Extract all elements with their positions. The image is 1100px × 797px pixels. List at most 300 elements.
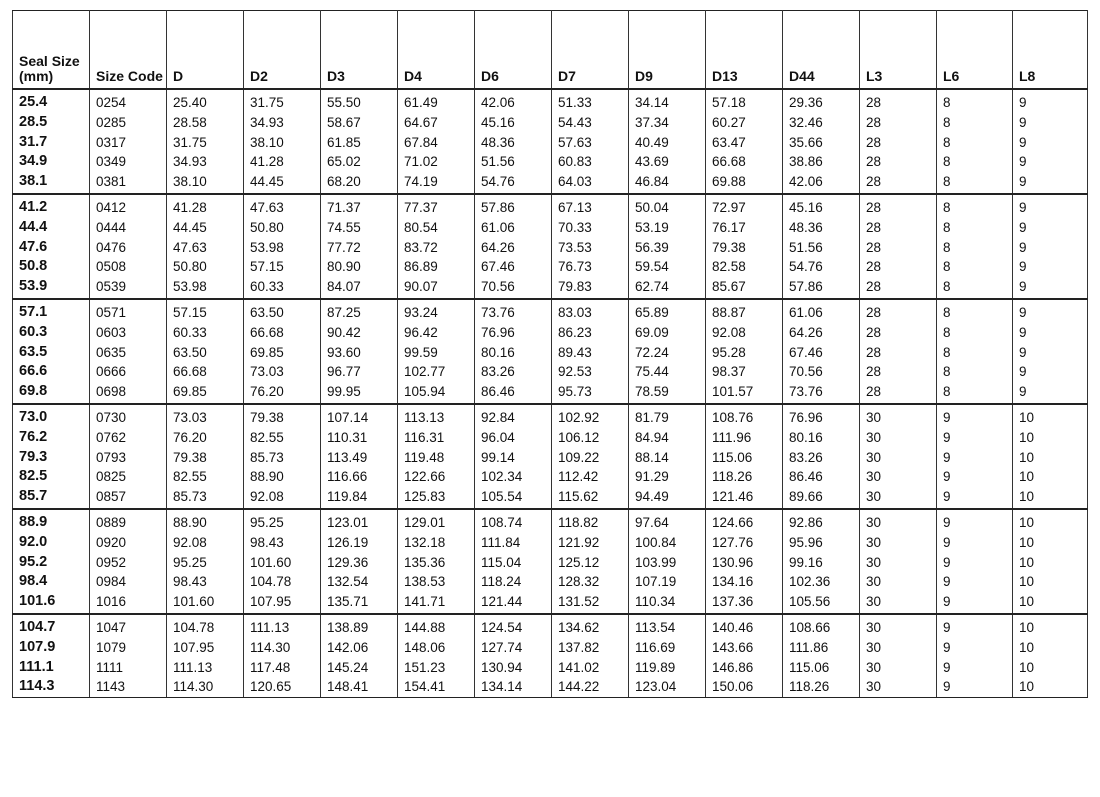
cell-d9: 62.74 bbox=[629, 277, 706, 300]
cell-size-code: 0698 bbox=[90, 382, 167, 405]
cell-l6: 8 bbox=[937, 172, 1013, 195]
cell-d6: 121.44 bbox=[475, 592, 552, 615]
cell-l8: 10 bbox=[1013, 658, 1088, 678]
cell-seal-size: 76.2 bbox=[13, 428, 90, 448]
cell-d13: 134.16 bbox=[706, 572, 783, 592]
table-row bbox=[13, 172, 1088, 195]
cell-d13: 92.08 bbox=[706, 323, 783, 343]
cell-d7: 89.43 bbox=[552, 343, 629, 363]
cell-d6: 54.76 bbox=[475, 172, 552, 195]
cell-l6: 8 bbox=[937, 299, 1013, 323]
table-row bbox=[13, 323, 1088, 343]
header-l8: L8 bbox=[1013, 11, 1088, 90]
cell-d2: 53.98 bbox=[244, 238, 321, 258]
cell-seal-size: 88.9 bbox=[13, 509, 90, 533]
cell-l8: 10 bbox=[1013, 614, 1088, 638]
cell-l3: 30 bbox=[860, 614, 937, 638]
cell-l8: 9 bbox=[1013, 257, 1088, 277]
cell-l3: 30 bbox=[860, 638, 937, 658]
header-size-code: Size Code bbox=[90, 11, 167, 90]
cell-l8: 9 bbox=[1013, 194, 1088, 218]
cell-l8: 9 bbox=[1013, 299, 1088, 323]
cell-d44: 45.16 bbox=[783, 194, 860, 218]
cell-d3: 129.36 bbox=[321, 553, 398, 573]
cell-d6: 102.34 bbox=[475, 467, 552, 487]
cell-d7: 144.22 bbox=[552, 677, 629, 697]
cell-d13: 72.97 bbox=[706, 194, 783, 218]
cell-d6: 48.36 bbox=[475, 133, 552, 153]
cell-size-code: 1016 bbox=[90, 592, 167, 615]
cell-d7: 95.73 bbox=[552, 382, 629, 405]
cell-d3: 77.72 bbox=[321, 238, 398, 258]
cell-l8: 10 bbox=[1013, 638, 1088, 658]
cell-d7: 76.73 bbox=[552, 257, 629, 277]
cell-d4: 83.72 bbox=[398, 238, 475, 258]
cell-d9: 43.69 bbox=[629, 152, 706, 172]
cell-d4: 71.02 bbox=[398, 152, 475, 172]
cell-d9: 72.24 bbox=[629, 343, 706, 363]
cell-d7: 134.62 bbox=[552, 614, 629, 638]
cell-d: 47.63 bbox=[167, 238, 244, 258]
cell-size-code: 0952 bbox=[90, 553, 167, 573]
cell-d2: 76.20 bbox=[244, 382, 321, 405]
cell-d13: 76.17 bbox=[706, 218, 783, 238]
cell-seal-size: 34.9 bbox=[13, 152, 90, 172]
cell-l6: 9 bbox=[937, 533, 1013, 553]
header-d7: D7 bbox=[552, 11, 629, 90]
cell-l8: 10 bbox=[1013, 572, 1088, 592]
cell-d6: 92.84 bbox=[475, 404, 552, 428]
cell-d3: 135.71 bbox=[321, 592, 398, 615]
cell-d4: 154.41 bbox=[398, 677, 475, 697]
cell-d13: 111.96 bbox=[706, 428, 783, 448]
cell-d44: 38.86 bbox=[783, 152, 860, 172]
cell-d13: 124.66 bbox=[706, 509, 783, 533]
cell-d6: 67.46 bbox=[475, 257, 552, 277]
cell-d44: 108.66 bbox=[783, 614, 860, 638]
header-d9: D9 bbox=[629, 11, 706, 90]
cell-d: 38.10 bbox=[167, 172, 244, 195]
cell-d4: 113.13 bbox=[398, 404, 475, 428]
header-seal-size: Seal Size (mm) bbox=[13, 11, 90, 90]
table-row bbox=[13, 658, 1088, 678]
cell-l8: 10 bbox=[1013, 467, 1088, 487]
cell-d3: 126.19 bbox=[321, 533, 398, 553]
cell-d4: 74.19 bbox=[398, 172, 475, 195]
table-row bbox=[13, 404, 1088, 428]
cell-d: 53.98 bbox=[167, 277, 244, 300]
cell-d7: 54.43 bbox=[552, 113, 629, 133]
cell-size-code: 0730 bbox=[90, 404, 167, 428]
cell-seal-size: 53.9 bbox=[13, 277, 90, 300]
cell-d3: 116.66 bbox=[321, 467, 398, 487]
cell-d7: 92.53 bbox=[552, 362, 629, 382]
cell-d7: 102.92 bbox=[552, 404, 629, 428]
cell-l3: 28 bbox=[860, 113, 937, 133]
cell-d4: 86.89 bbox=[398, 257, 475, 277]
cell-d3: 90.42 bbox=[321, 323, 398, 343]
cell-d3: 80.90 bbox=[321, 257, 398, 277]
cell-l8: 9 bbox=[1013, 323, 1088, 343]
cell-l6: 9 bbox=[937, 404, 1013, 428]
cell-d2: 34.93 bbox=[244, 113, 321, 133]
cell-d6: 64.26 bbox=[475, 238, 552, 258]
cell-d7: 86.23 bbox=[552, 323, 629, 343]
cell-d6: 80.16 bbox=[475, 343, 552, 363]
cell-d13: 140.46 bbox=[706, 614, 783, 638]
cell-l8: 9 bbox=[1013, 113, 1088, 133]
cell-d13: 121.46 bbox=[706, 487, 783, 510]
cell-l6: 9 bbox=[937, 487, 1013, 510]
table-row bbox=[13, 257, 1088, 277]
cell-l8: 9 bbox=[1013, 277, 1088, 300]
cell-d6: 111.84 bbox=[475, 533, 552, 553]
cell-d2: 92.08 bbox=[244, 487, 321, 510]
table-row bbox=[13, 448, 1088, 468]
table-row bbox=[13, 299, 1088, 323]
cell-d44: 67.46 bbox=[783, 343, 860, 363]
cell-d44: 118.26 bbox=[783, 677, 860, 697]
cell-l8: 9 bbox=[1013, 133, 1088, 153]
table-row bbox=[13, 638, 1088, 658]
cell-d3: 99.95 bbox=[321, 382, 398, 405]
cell-l6: 9 bbox=[937, 428, 1013, 448]
cell-size-code: 0920 bbox=[90, 533, 167, 553]
cell-l8: 10 bbox=[1013, 533, 1088, 553]
cell-d4: 102.77 bbox=[398, 362, 475, 382]
cell-d9: 110.34 bbox=[629, 592, 706, 615]
table-row bbox=[13, 677, 1088, 697]
cell-d7: 109.22 bbox=[552, 448, 629, 468]
cell-d13: 60.27 bbox=[706, 113, 783, 133]
cell-l8: 10 bbox=[1013, 509, 1088, 533]
cell-seal-size: 95.2 bbox=[13, 553, 90, 573]
cell-d: 34.93 bbox=[167, 152, 244, 172]
cell-d4: 67.84 bbox=[398, 133, 475, 153]
cell-d3: 119.84 bbox=[321, 487, 398, 510]
cell-d13: 63.47 bbox=[706, 133, 783, 153]
cell-d6: 99.14 bbox=[475, 448, 552, 468]
cell-d: 25.40 bbox=[167, 89, 244, 113]
table-row bbox=[13, 614, 1088, 638]
cell-d44: 54.76 bbox=[783, 257, 860, 277]
cell-size-code: 0603 bbox=[90, 323, 167, 343]
header-row bbox=[13, 11, 1088, 90]
cell-d9: 75.44 bbox=[629, 362, 706, 382]
cell-d13: 108.76 bbox=[706, 404, 783, 428]
cell-d3: 84.07 bbox=[321, 277, 398, 300]
cell-d4: 119.48 bbox=[398, 448, 475, 468]
cell-l6: 9 bbox=[937, 467, 1013, 487]
table-row bbox=[13, 382, 1088, 405]
cell-d: 95.25 bbox=[167, 553, 244, 573]
cell-seal-size: 41.2 bbox=[13, 194, 90, 218]
cell-d44: 99.16 bbox=[783, 553, 860, 573]
table-row bbox=[13, 553, 1088, 573]
table-row bbox=[13, 509, 1088, 533]
cell-d44: 105.56 bbox=[783, 592, 860, 615]
cell-seal-size: 92.0 bbox=[13, 533, 90, 553]
cell-d2: 50.80 bbox=[244, 218, 321, 238]
cell-d9: 116.69 bbox=[629, 638, 706, 658]
cell-d9: 88.14 bbox=[629, 448, 706, 468]
cell-size-code: 0762 bbox=[90, 428, 167, 448]
cell-d13: 150.06 bbox=[706, 677, 783, 697]
cell-d6: 83.26 bbox=[475, 362, 552, 382]
cell-l8: 9 bbox=[1013, 89, 1088, 113]
cell-d7: 67.13 bbox=[552, 194, 629, 218]
cell-size-code: 0984 bbox=[90, 572, 167, 592]
cell-size-code: 0508 bbox=[90, 257, 167, 277]
cell-d2: 88.90 bbox=[244, 467, 321, 487]
cell-l8: 9 bbox=[1013, 218, 1088, 238]
cell-l8: 10 bbox=[1013, 448, 1088, 468]
cell-d: 44.45 bbox=[167, 218, 244, 238]
cell-d2: 98.43 bbox=[244, 533, 321, 553]
cell-seal-size: 38.1 bbox=[13, 172, 90, 195]
cell-d44: 73.76 bbox=[783, 382, 860, 405]
cell-seal-size: 25.4 bbox=[13, 89, 90, 113]
cell-l6: 8 bbox=[937, 152, 1013, 172]
cell-d7: 83.03 bbox=[552, 299, 629, 323]
cell-d3: 65.02 bbox=[321, 152, 398, 172]
cell-size-code: 1047 bbox=[90, 614, 167, 638]
cell-d6: 127.74 bbox=[475, 638, 552, 658]
cell-d4: 148.06 bbox=[398, 638, 475, 658]
cell-d2: 41.28 bbox=[244, 152, 321, 172]
cell-d4: 132.18 bbox=[398, 533, 475, 553]
cell-d9: 81.79 bbox=[629, 404, 706, 428]
cell-d13: 88.87 bbox=[706, 299, 783, 323]
cell-d: 63.50 bbox=[167, 343, 244, 363]
cell-d6: 105.54 bbox=[475, 487, 552, 510]
cell-l6: 8 bbox=[937, 323, 1013, 343]
cell-d: 69.85 bbox=[167, 382, 244, 405]
cell-d9: 46.84 bbox=[629, 172, 706, 195]
cell-d4: 64.67 bbox=[398, 113, 475, 133]
cell-d4: 135.36 bbox=[398, 553, 475, 573]
cell-l3: 30 bbox=[860, 533, 937, 553]
cell-size-code: 0317 bbox=[90, 133, 167, 153]
cell-size-code: 0539 bbox=[90, 277, 167, 300]
cell-d44: 80.16 bbox=[783, 428, 860, 448]
cell-size-code: 0444 bbox=[90, 218, 167, 238]
cell-d3: 74.55 bbox=[321, 218, 398, 238]
cell-l3: 30 bbox=[860, 509, 937, 533]
cell-d3: 142.06 bbox=[321, 638, 398, 658]
cell-d2: 120.65 bbox=[244, 677, 321, 697]
cell-l8: 9 bbox=[1013, 238, 1088, 258]
cell-l6: 9 bbox=[937, 509, 1013, 533]
cell-d: 85.73 bbox=[167, 487, 244, 510]
cell-l6: 8 bbox=[937, 194, 1013, 218]
table-row bbox=[13, 572, 1088, 592]
cell-d: 66.68 bbox=[167, 362, 244, 382]
cell-d9: 97.64 bbox=[629, 509, 706, 533]
cell-d3: 96.77 bbox=[321, 362, 398, 382]
cell-l3: 28 bbox=[860, 343, 937, 363]
cell-size-code: 1143 bbox=[90, 677, 167, 697]
cell-size-code: 0889 bbox=[90, 509, 167, 533]
cell-d4: 105.94 bbox=[398, 382, 475, 405]
cell-d2: 79.38 bbox=[244, 404, 321, 428]
cell-seal-size: 44.4 bbox=[13, 218, 90, 238]
cell-d2: 47.63 bbox=[244, 194, 321, 218]
cell-d13: 115.06 bbox=[706, 448, 783, 468]
cell-l6: 8 bbox=[937, 277, 1013, 300]
header-d44: D44 bbox=[783, 11, 860, 90]
cell-d4: 99.59 bbox=[398, 343, 475, 363]
cell-d9: 40.49 bbox=[629, 133, 706, 153]
cell-size-code: 0857 bbox=[90, 487, 167, 510]
cell-d9: 94.49 bbox=[629, 487, 706, 510]
cell-d9: 119.89 bbox=[629, 658, 706, 678]
cell-seal-size: 66.6 bbox=[13, 362, 90, 382]
cell-d2: 95.25 bbox=[244, 509, 321, 533]
table-row bbox=[13, 133, 1088, 153]
cell-d: 98.43 bbox=[167, 572, 244, 592]
cell-d2: 63.50 bbox=[244, 299, 321, 323]
cell-d3: 68.20 bbox=[321, 172, 398, 195]
cell-d: 76.20 bbox=[167, 428, 244, 448]
cell-d3: 55.50 bbox=[321, 89, 398, 113]
cell-d13: 95.28 bbox=[706, 343, 783, 363]
cell-d7: 121.92 bbox=[552, 533, 629, 553]
cell-size-code: 0285 bbox=[90, 113, 167, 133]
cell-d: 79.38 bbox=[167, 448, 244, 468]
cell-d2: 107.95 bbox=[244, 592, 321, 615]
cell-seal-size: 31.7 bbox=[13, 133, 90, 153]
cell-d44: 95.96 bbox=[783, 533, 860, 553]
cell-d13: 130.96 bbox=[706, 553, 783, 573]
cell-d6: 51.56 bbox=[475, 152, 552, 172]
cell-d44: 42.06 bbox=[783, 172, 860, 195]
cell-l3: 28 bbox=[860, 277, 937, 300]
cell-l6: 9 bbox=[937, 592, 1013, 615]
cell-seal-size: 50.8 bbox=[13, 257, 90, 277]
cell-d: 111.13 bbox=[167, 658, 244, 678]
cell-d2: 104.78 bbox=[244, 572, 321, 592]
cell-d: 88.90 bbox=[167, 509, 244, 533]
cell-size-code: 0349 bbox=[90, 152, 167, 172]
cell-seal-size: 111.1 bbox=[13, 658, 90, 678]
seal-size-table-container bbox=[12, 10, 1087, 698]
cell-l3: 28 bbox=[860, 172, 937, 195]
cell-d4: 80.54 bbox=[398, 218, 475, 238]
cell-seal-size: 101.6 bbox=[13, 592, 90, 615]
cell-d: 41.28 bbox=[167, 194, 244, 218]
cell-d44: 32.46 bbox=[783, 113, 860, 133]
cell-l3: 28 bbox=[860, 133, 937, 153]
cell-d13: 69.88 bbox=[706, 172, 783, 195]
cell-d13: 118.26 bbox=[706, 467, 783, 487]
table-row bbox=[13, 152, 1088, 172]
cell-d9: 37.34 bbox=[629, 113, 706, 133]
cell-d2: 66.68 bbox=[244, 323, 321, 343]
cell-d44: 70.56 bbox=[783, 362, 860, 382]
cell-d44: 35.66 bbox=[783, 133, 860, 153]
cell-d44: 102.36 bbox=[783, 572, 860, 592]
cell-l6: 8 bbox=[937, 343, 1013, 363]
cell-l3: 30 bbox=[860, 428, 937, 448]
cell-d7: 131.52 bbox=[552, 592, 629, 615]
cell-l6: 9 bbox=[937, 658, 1013, 678]
table-row bbox=[13, 487, 1088, 510]
cell-d4: 116.31 bbox=[398, 428, 475, 448]
cell-d9: 69.09 bbox=[629, 323, 706, 343]
cell-d7: 60.83 bbox=[552, 152, 629, 172]
header-d: D bbox=[167, 11, 244, 90]
cell-d9: 65.89 bbox=[629, 299, 706, 323]
cell-d13: 137.36 bbox=[706, 592, 783, 615]
cell-d2: 57.15 bbox=[244, 257, 321, 277]
cell-seal-size: 57.1 bbox=[13, 299, 90, 323]
cell-d13: 82.58 bbox=[706, 257, 783, 277]
cell-size-code: 0412 bbox=[90, 194, 167, 218]
cell-l3: 28 bbox=[860, 382, 937, 405]
cell-d4: 141.71 bbox=[398, 592, 475, 615]
table-row bbox=[13, 238, 1088, 258]
cell-d4: 138.53 bbox=[398, 572, 475, 592]
cell-l6: 8 bbox=[937, 362, 1013, 382]
cell-d44: 76.96 bbox=[783, 404, 860, 428]
cell-d7: 141.02 bbox=[552, 658, 629, 678]
cell-l3: 30 bbox=[860, 553, 937, 573]
cell-size-code: 1079 bbox=[90, 638, 167, 658]
cell-l8: 9 bbox=[1013, 152, 1088, 172]
cell-d9: 56.39 bbox=[629, 238, 706, 258]
cell-d: 101.60 bbox=[167, 592, 244, 615]
cell-d2: 117.48 bbox=[244, 658, 321, 678]
cell-d2: 44.45 bbox=[244, 172, 321, 195]
cell-d6: 61.06 bbox=[475, 218, 552, 238]
cell-d44: 29.36 bbox=[783, 89, 860, 113]
cell-d6: 124.54 bbox=[475, 614, 552, 638]
cell-l3: 28 bbox=[860, 257, 937, 277]
cell-d13: 79.38 bbox=[706, 238, 783, 258]
cell-d7: 128.32 bbox=[552, 572, 629, 592]
cell-seal-size: 82.5 bbox=[13, 467, 90, 487]
cell-l6: 8 bbox=[937, 218, 1013, 238]
cell-l6: 8 bbox=[937, 89, 1013, 113]
cell-d7: 118.82 bbox=[552, 509, 629, 533]
cell-d6: 70.56 bbox=[475, 277, 552, 300]
cell-seal-size: 60.3 bbox=[13, 323, 90, 343]
cell-seal-size: 63.5 bbox=[13, 343, 90, 363]
cell-size-code: 0571 bbox=[90, 299, 167, 323]
cell-l3: 30 bbox=[860, 592, 937, 615]
cell-d13: 85.67 bbox=[706, 277, 783, 300]
cell-d9: 100.84 bbox=[629, 533, 706, 553]
cell-d44: 89.66 bbox=[783, 487, 860, 510]
cell-l3: 28 bbox=[860, 238, 937, 258]
cell-d7: 106.12 bbox=[552, 428, 629, 448]
cell-d: 28.58 bbox=[167, 113, 244, 133]
table-row bbox=[13, 533, 1088, 553]
cell-d9: 53.19 bbox=[629, 218, 706, 238]
cell-d44: 64.26 bbox=[783, 323, 860, 343]
cell-d4: 93.24 bbox=[398, 299, 475, 323]
cell-seal-size: 28.5 bbox=[13, 113, 90, 133]
cell-l6: 8 bbox=[937, 113, 1013, 133]
cell-l6: 9 bbox=[937, 614, 1013, 638]
cell-d2: 114.30 bbox=[244, 638, 321, 658]
cell-d6: 134.14 bbox=[475, 677, 552, 697]
cell-seal-size: 79.3 bbox=[13, 448, 90, 468]
cell-l6: 9 bbox=[937, 448, 1013, 468]
header-d4: D4 bbox=[398, 11, 475, 90]
table-row bbox=[13, 277, 1088, 300]
